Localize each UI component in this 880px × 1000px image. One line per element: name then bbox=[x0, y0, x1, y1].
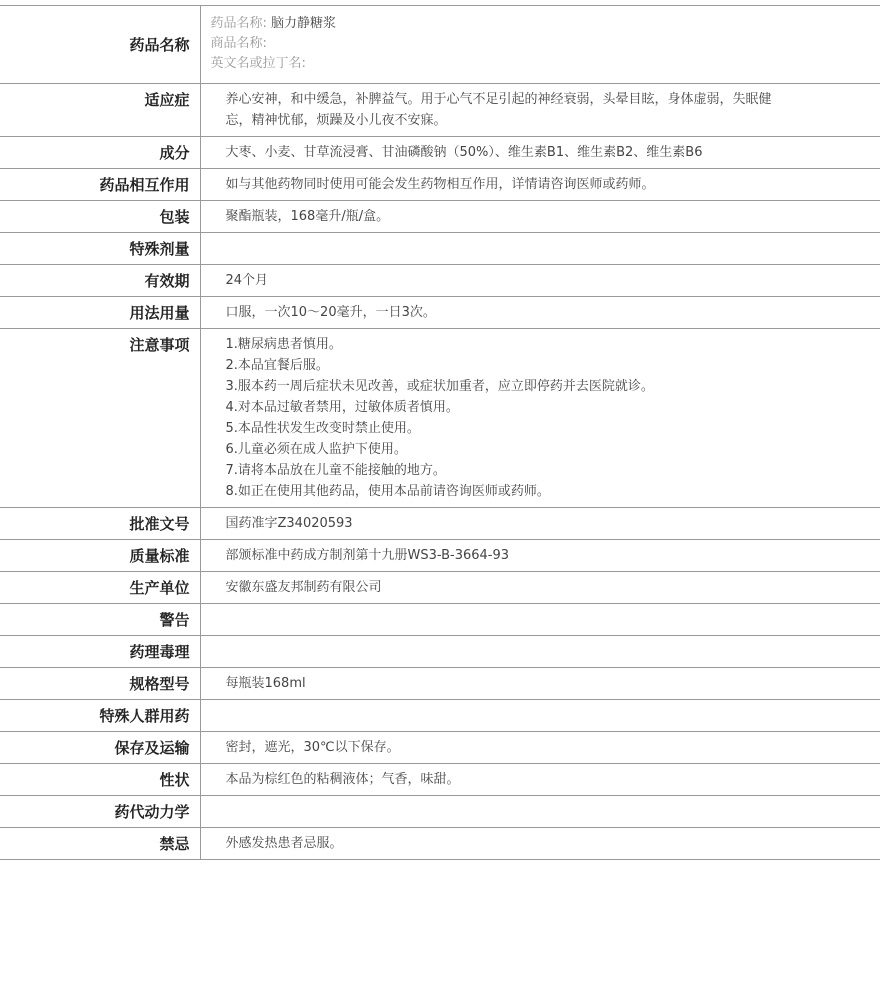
english-name-key: 英文名或拉丁名: bbox=[210, 56, 306, 71]
value-precautions bbox=[200, 329, 880, 508]
value-pharmacokinetics bbox=[200, 796, 880, 828]
label-special-dosage: 特殊剂量 bbox=[0, 233, 200, 265]
precaution-item: 2.本品宜餐后服。 bbox=[225, 358, 329, 373]
precaution-item: 3.服本药一周后症状未见改善，或症状加重者，应立即停药并去医院就诊。 bbox=[225, 379, 654, 394]
generic-name-key: 药品名称: bbox=[210, 16, 267, 31]
english-name-line bbox=[211, 54, 861, 74]
row-drug-name bbox=[0, 6, 880, 84]
label-contraindications: 禁忌 bbox=[0, 828, 200, 860]
label-warning: 警告 bbox=[0, 604, 200, 636]
label-toxicology: 药理毒理 bbox=[0, 636, 200, 668]
row-storage bbox=[0, 732, 880, 764]
row-approval-number bbox=[0, 508, 880, 540]
generic-name-value: 脑力静糖浆 bbox=[271, 16, 337, 31]
value-specification: 每瓶装168ml bbox=[200, 668, 880, 700]
value-ingredients: 大枣、小麦、甘草流浸膏、甘油磷酸钠（50%）、维生素B1、维生素B2、维生素B6 bbox=[200, 137, 880, 169]
trade-name-line bbox=[211, 34, 861, 54]
row-packaging bbox=[0, 201, 880, 233]
value-shelf-life: 24个月 bbox=[200, 265, 880, 297]
precaution-item: 1.糖尿病患者慎用。 bbox=[225, 337, 342, 352]
value-warning bbox=[200, 604, 880, 636]
label-specification: 规格型号 bbox=[0, 668, 200, 700]
value-usage: 口服，一次10～20毫升，一日3次。 bbox=[200, 297, 880, 329]
precaution-item: 5.本品性状发生改变时禁止使用。 bbox=[225, 421, 420, 436]
row-special-dosage bbox=[0, 233, 880, 265]
precaution-item: 8.如正在使用其他药品，使用本品前请咨询医师或药师。 bbox=[225, 484, 550, 499]
row-manufacturer bbox=[0, 572, 880, 604]
label-description: 性状 bbox=[0, 764, 200, 796]
row-specification bbox=[0, 668, 880, 700]
value-description: 本品为棕红色的粘稠液体；气香，味甜。 bbox=[200, 764, 880, 796]
row-precautions bbox=[0, 329, 880, 508]
value-special-populations bbox=[200, 700, 880, 732]
label-shelf-life: 有效期 bbox=[0, 265, 200, 297]
label-packaging: 包装 bbox=[0, 201, 200, 233]
value-drug-name bbox=[200, 6, 880, 84]
row-ingredients bbox=[0, 137, 880, 169]
precaution-item: 4.对本品过敏者禁用，过敏体质者慎用。 bbox=[225, 400, 459, 415]
value-toxicology bbox=[200, 636, 880, 668]
row-pharmacokinetics bbox=[0, 796, 880, 828]
label-special-populations: 特殊人群用药 bbox=[0, 700, 200, 732]
row-quality-standard bbox=[0, 540, 880, 572]
label-ingredients: 成分 bbox=[0, 137, 200, 169]
value-interactions: 如与其他药物同时使用可能会发生药物相互作用，详情请咨询医师或药师。 bbox=[200, 169, 880, 201]
row-description bbox=[0, 764, 880, 796]
label-manufacturer: 生产单位 bbox=[0, 572, 200, 604]
row-shelf-life bbox=[0, 265, 880, 297]
value-approval-number: 国药准字Z34020593 bbox=[200, 508, 880, 540]
row-special-populations bbox=[0, 700, 880, 732]
value-storage: 密封，遮光，30℃以下保存。 bbox=[200, 732, 880, 764]
value-contraindications: 外感发热患者忌服。 bbox=[200, 828, 880, 860]
precaution-item: 6.儿童必须在成人监护下使用。 bbox=[225, 442, 407, 457]
generic-name-line bbox=[211, 14, 861, 34]
value-manufacturer: 安徽东盛友邦制药有限公司 bbox=[200, 572, 880, 604]
row-usage bbox=[0, 297, 880, 329]
precaution-item: 7.请将本品放在儿童不能接触的地方。 bbox=[225, 463, 446, 478]
value-quality-standard: 部颁标准中药成方制剂第十九册WS3-B-3664-93 bbox=[200, 540, 880, 572]
label-storage: 保存及运输 bbox=[0, 732, 200, 764]
label-pharmacokinetics: 药代动力学 bbox=[0, 796, 200, 828]
label-indications: 适应症 bbox=[0, 84, 200, 137]
label-drug-name: 药品名称 bbox=[0, 6, 200, 84]
label-interactions: 药品相互作用 bbox=[0, 169, 200, 201]
row-toxicology bbox=[0, 636, 880, 668]
row-indications bbox=[0, 84, 880, 137]
label-precautions: 注意事项 bbox=[0, 329, 200, 508]
row-warning bbox=[0, 604, 880, 636]
label-usage: 用法用量 bbox=[0, 297, 200, 329]
label-quality-standard: 质量标准 bbox=[0, 540, 200, 572]
value-packaging: 聚酯瓶装，168毫升/瓶/盒。 bbox=[200, 201, 880, 233]
value-indications: 养心安神，和中缓急，补脾益气。用于心气不足引起的神经衰弱，头晕目眩，身体虚弱，失眠健忘，精神忧郁，烦躁及小儿夜不安寐。 bbox=[200, 84, 880, 137]
row-contraindications bbox=[0, 828, 880, 860]
trade-name-key: 商品名称: bbox=[210, 36, 267, 51]
value-special-dosage bbox=[200, 233, 880, 265]
row-interactions bbox=[0, 169, 880, 201]
drug-spec-table bbox=[0, 5, 880, 860]
label-approval-number: 批准文号 bbox=[0, 508, 200, 540]
